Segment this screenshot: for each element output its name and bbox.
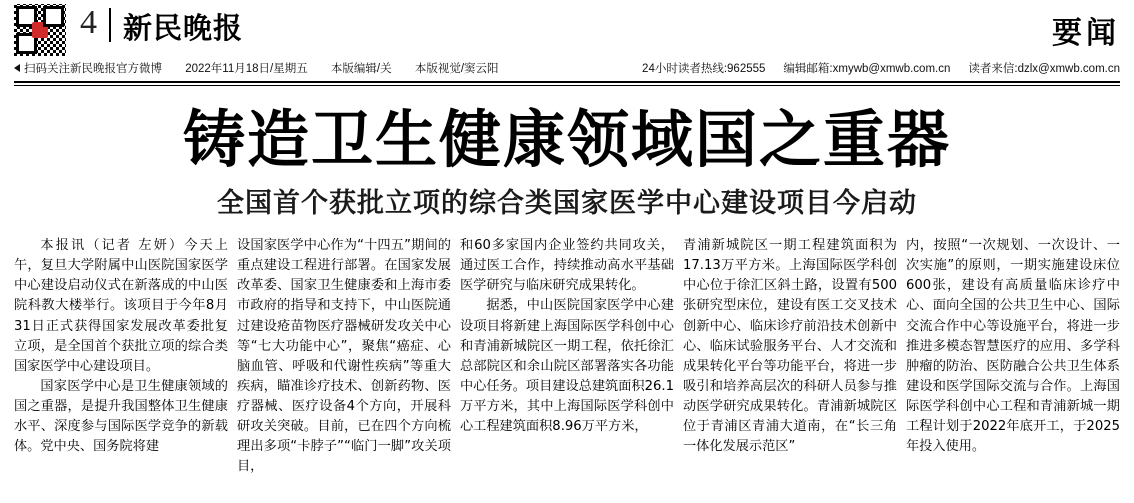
- qr-note: 扫码关注新民晚报官方微博: [24, 63, 162, 75]
- page-editor: 本版编辑/关: [330, 63, 392, 75]
- publish-date: 2022年11月18日/星期五: [185, 63, 308, 75]
- page-number: 4: [80, 4, 97, 41]
- info-bar-left: [14, 60, 499, 76]
- article-column-2: [237, 236, 460, 477]
- paragraph: 内，按照“一次规划、一次设计、一次实施”的原则，一期实施建设床位600张，建设有高质量临床诊疗中心、面向全国的公共卫生中心、国际交流合作中心等设施平台，将进一步推进多模态智慧医疗的应用、多学科肿瘤的防治、医防融合公共卫生体系建设和医学国际交流与合作。上海国际医学科创中心工程和青浦新城一期工程计划于2022年底开工，于2025年投入使用。: [906, 238, 1120, 454]
- masthead: [14, 0, 1120, 58]
- paragraph: 设国家医学中心作为“十四五”期间的重点建设工程进行部署。在国家发展改革委、国家卫生健康委和上海市委市政府的指导和支持下，中山医院通过建设疮苗物医疗器械研发攻关中心等“七大功能中心”，聚焦“癌症、心脑血管、呼吸和代谢性疾病”等重大疾病，瞄准诊疗技术、创新药物、医疗器械、医疗设备4个方向，开展科研攻关突破。目前，已在四个方向梳理出多项“卡脖子”“临门一脚”攻关项目，: [237, 238, 451, 474]
- qr-center-icon: [32, 22, 48, 38]
- headline: 铸造卫生健康领域国之重器: [182, 103, 951, 176]
- triangle-icon: [14, 64, 20, 72]
- article-column-5: [906, 236, 1120, 477]
- paragraph: 青浦新城院区一期工程建筑面积为17.13万平方米。上海国际医学科创中心位于徐汇区斜土路，设置有500张研究型床位，建设有医工交叉技术创新中心、临床诊疗前沿技术创新中心、临床试验服务平台、人才交流和成果转化平台等功能平台，将进一步吸引和培养高层次的科研人员参与推动医学研究成果转化。青浦新城院区位于青浦区青浦大道南，在“长三角一体化发展示范区”: [683, 238, 897, 454]
- paper-name: 新民晚报: [123, 11, 244, 45]
- reader-hotline: 24小时读者热线:962555: [642, 63, 766, 75]
- masthead-rule-thick: [14, 81, 1120, 83]
- info-separator-1: [162, 62, 185, 74]
- subheadline: 全国首个获批立项的综合类国家医学中心建设项目今启动: [217, 188, 917, 220]
- article-body: [14, 230, 1120, 477]
- paragraph: 本报讯（记者 左妍）今天上午，复旦大学附属中山医院国家医学中心建设启动仪式在新落成的中山医院科教大楼举行。该项目于今年8月31日正式获得国家发展改革委批复立项，是全国首个获批立项的综合类国家医学中心建设项目。: [14, 238, 228, 374]
- info-separator-2: [308, 62, 331, 74]
- info-bar: [14, 58, 1120, 80]
- editor-email[interactable]: 编辑邮箱:xmywb@xmwb.com.cn: [783, 63, 951, 75]
- article-column-3: [460, 236, 683, 477]
- info-bar-right: [642, 60, 1120, 76]
- paragraph: 据悉，中山医院国家医学中心建设项目将新建上海国际医学科创中心和青浦新城院区一期工程，依托徐汇总部院区和余山院区部署落实各功能中心任务。项目建设总建筑面积26.1万平方米，其中上海国际医学科创中心工程建筑面积8.96万平方米，: [460, 298, 674, 434]
- info-separator-3: [392, 62, 415, 74]
- article-column-1: [14, 236, 237, 477]
- paragraph: 国家医学中心是卫生健康领域的国之重器，是提升我国整体卫生健康水平、深度参与国际医学竞争的新载体。党中央、国务院将建: [14, 378, 228, 454]
- paragraph: 和60多家国内企业签约共同攻关，通过医工合作，持续推动高水平基础医学研究与临床研究成果转化。: [460, 238, 674, 294]
- section-title: 要闻: [1052, 16, 1120, 51]
- reader-letters-email[interactable]: 读者来信:dzlx@xmwb.com.cn: [968, 63, 1120, 75]
- page-visual-editor: 本版视觉/窦云阳: [414, 63, 499, 75]
- article-column-4: [683, 236, 906, 477]
- qr-code-icon[interactable]: [14, 4, 66, 56]
